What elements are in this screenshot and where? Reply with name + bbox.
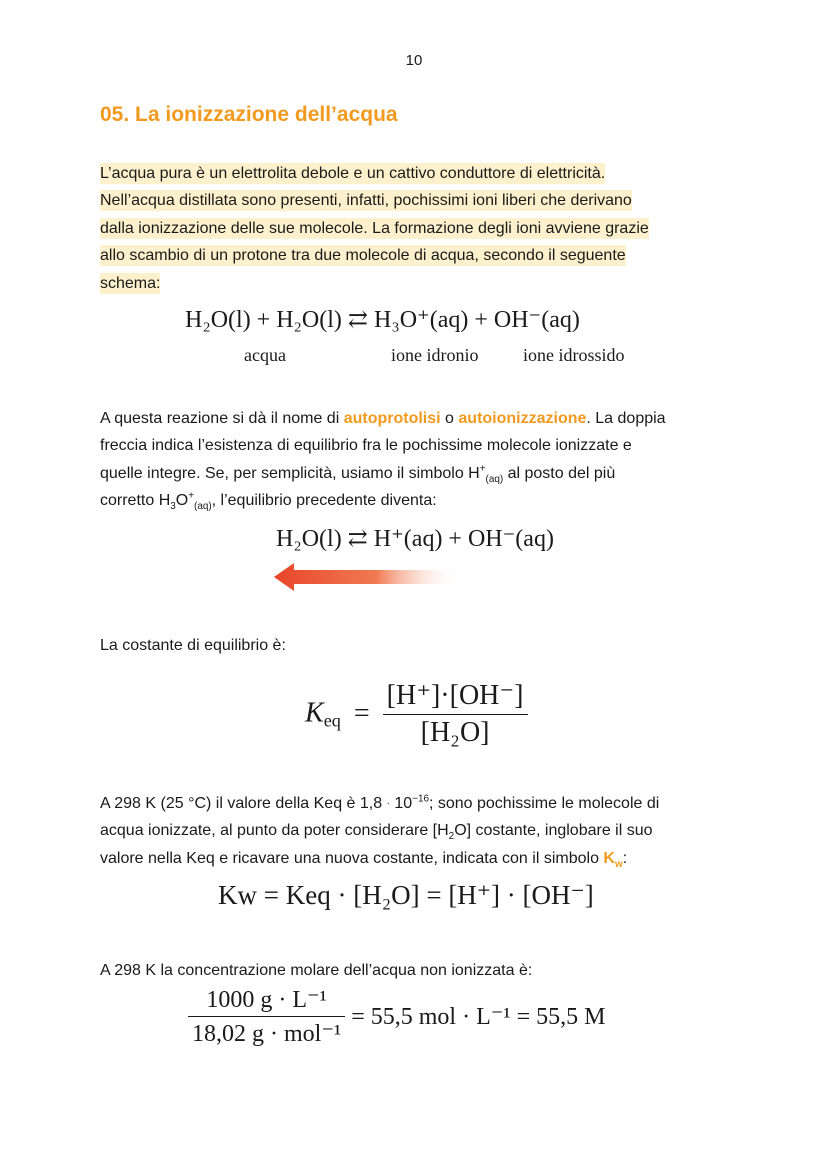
concentration-result: = 55,5 mol · L⁻¹ = 55,5 M [351, 1004, 606, 1030]
keq-denominator: [H₂O] [383, 714, 528, 749]
simplified-equation: H₂O(l) ⇄ H⁺(aq) + OH⁻(aq) [276, 526, 554, 552]
keq-numerator: [H⁺]·[OH⁻] [386, 680, 524, 711]
left-arrow-icon [272, 561, 460, 593]
autoprotolysis-equation [185, 305, 580, 334]
section-heading: 05. La ionizzazione dell’acqua [100, 103, 398, 126]
page-number: 10 [405, 52, 423, 69]
intro-line: L’acqua pura è un elettrolita debole e un cattivo conduttore di elettricità. [100, 165, 606, 182]
concentration-intro: A 298 K la concentrazione molare dell’acqua non ionizzata è: [100, 962, 533, 979]
intro-line: Nell’acqua distillata sono presenti, infatti, pochissimi ioni liberi che derivano [100, 192, 632, 210]
concentration-formula [188, 985, 605, 1048]
keyword-autoionizzazione: autoionizzazione [458, 410, 587, 427]
kw-formula: Kw = Keq · [H₂O] = [H⁺] · [OH⁻] [218, 880, 594, 910]
concentration-denominator: 18,02 g · mol⁻¹ [188, 1016, 345, 1048]
keyword-autoprotolisi: autoprotolisi [343, 410, 441, 427]
intro-line: allo scambio di un protone tra due molecole di acqua, secondo il seguente [100, 247, 626, 265]
equation-text: H₂O(l) + H₂O(l) ⇄ H₃O⁺(aq) + OH⁻(aq) [185, 307, 580, 333]
intro-line: schema: [100, 274, 161, 292]
kw-paragraph: A 298 K (25 °C) il valore della Keq è $1,8 \cdot 10^{-16}$; sono pochissime le molecole di acqua ionizzate, al punto da poter considerare $[H_2O]$ costante, inglobare il suo valore nella Keq e ricavare una nuova costante, indicata con il simbolo $K_w$: [100, 793, 660, 871]
intro-paragraph [100, 160, 730, 297]
autoprotolysis-paragraph: A questa reazione si dà il nome di autoprotolisi o autoionizzazione. La doppia freccia indica l’esistenza di equilibrio fra le pochissime molecole ionizzate e quelle integre. Se, per semplicità, usiamo il simbolo $H^+_{(aq)}$ al posto del più corretto $H_3O^+_{(aq)}$, l’equilibrio precedente diventa: [100, 410, 666, 513]
intro-line: dalla ionizzazione delle sue molecole. La formazione degli ioni avviene grazie [100, 219, 649, 237]
concentration-fraction [188, 985, 345, 1048]
keq-fraction [383, 678, 528, 749]
label-hydroxide: ione idrossido [523, 345, 625, 365]
concentration-numerator: 1000 g · L⁻¹ [206, 987, 327, 1013]
equilibrium-constant-intro: La costante di equilibrio è: [100, 637, 286, 654]
keq-formula: $K_{eq}$ = $\frac{[H^+]\cdot[OH^-]}{\text{[H₂O]}}$ [305, 678, 528, 749]
keyword-kw: $K_w$ [603, 849, 623, 871]
label-hydronium: ione idronio [391, 345, 479, 365]
label-water: acqua [244, 345, 286, 365]
